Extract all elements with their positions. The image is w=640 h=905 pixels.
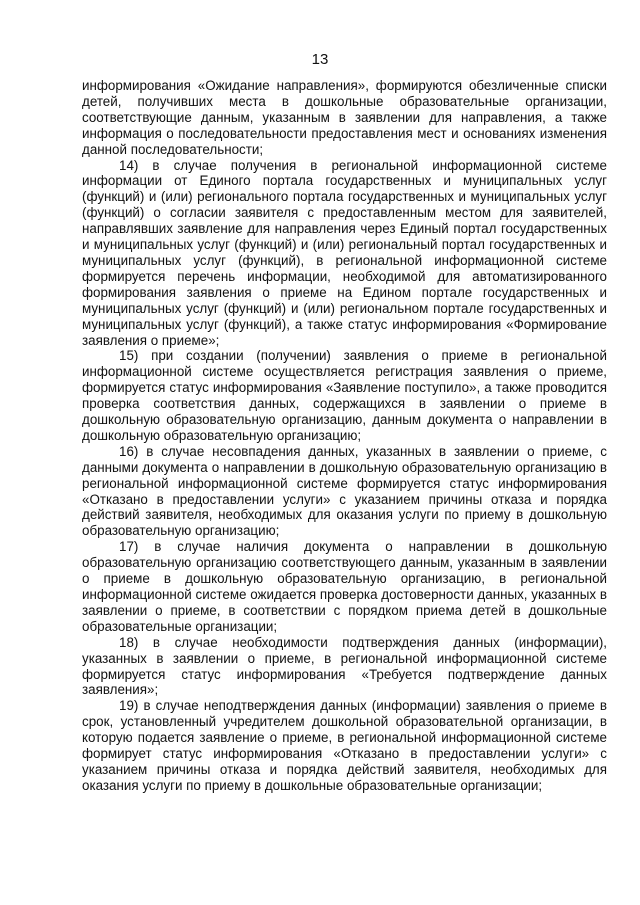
- paragraph-item-16: 16) в случае несовпадения данных, указанных в заявлении о приеме, с данными документа о направлении в дошкольную образовательную организацию в региональной информационной системе формируется статус информирования «Отказано в предоставлении услуги» с указанием причины отказа и порядка действий заявителя, необходимых для оказания услуги по приему в дошкольную образовательную организацию;: [82, 443, 607, 539]
- document-body: [82, 78, 607, 794]
- paragraph-item-18: 18) в случае необходимости подтверждения данных (информации), указанных в заявлении о приеме, в региональной информационной системе формируется статус информирования «Требуется подтверждение данных заявления»;: [82, 634, 607, 698]
- paragraph-item-17: 17) в случае наличия документа о направлении в дошкольную образовательную организацию соответствующего данным, указанным в заявлении о приеме в дошкольную образовательную организацию, в региональной информационной системе ожидается проверка достоверности данных, указанных в заявлении о приеме, в соответствии с порядком приема детей в дошкольные образовательные организации;: [82, 539, 607, 634]
- page-number: 13: [311, 51, 329, 68]
- paragraph-item-15: 15) при создании (получении) заявления о приеме в региональной информационной системе осуществляется регистрация заявления о приеме, формируется статус информирования «Заявление поступило», а также проводится проверка соответствия данных, содержащихся в заявлении о приеме в дошкольную образовательную организацию, данным документа о направлении в дошкольную образовательную организацию;: [82, 348, 607, 443]
- paragraph-item-14: 14) в случае получения в региональной информационной системе информации от Единого портала государственных и муниципальных услуг (функций) и (или) регионального портала государственных и муниципальных услуг (функций) о согласии заявителя с предоставленным местом для заявителей, направлявших заявление для направления через Единый портал государственных и муниципальных услуг (функций) и (или) региональный портал государственных и муниципальных услуг (функций), в региональной информационной системе формируется перечень информации, необходимой для автоматизированного формирования заявления о приеме на Едином портале государственных и муниципальных услуг (функций) и (или) региональном портале государственных и муниципальных услуг (функций), а также статус информирования «Формирование заявления о приеме»;: [82, 157, 607, 348]
- paragraph-item-19: 19) в случае неподтверждения данных (информации) заявления о приеме в срок, установленный учредителем дошкольной образовательной организации, в которую подается заявление о приеме, в региональной информационной системе формирует статус информирования «Отказано в предоставлении услуги» с указанием причины отказа и порядка действий заявителя, необходимых для оказания услуги по приему в дошкольные образовательные организации;: [82, 698, 607, 793]
- paragraph-continuation: информирования «Ожидание направления», формируются обезличенные списки детей, получивших места в дошкольные образовательные организации, соответствующие данным, указанным в заявлении для направления, а также информация о последовательности предоставления мест и основаниях изменения данной последовательности;: [82, 78, 607, 157]
